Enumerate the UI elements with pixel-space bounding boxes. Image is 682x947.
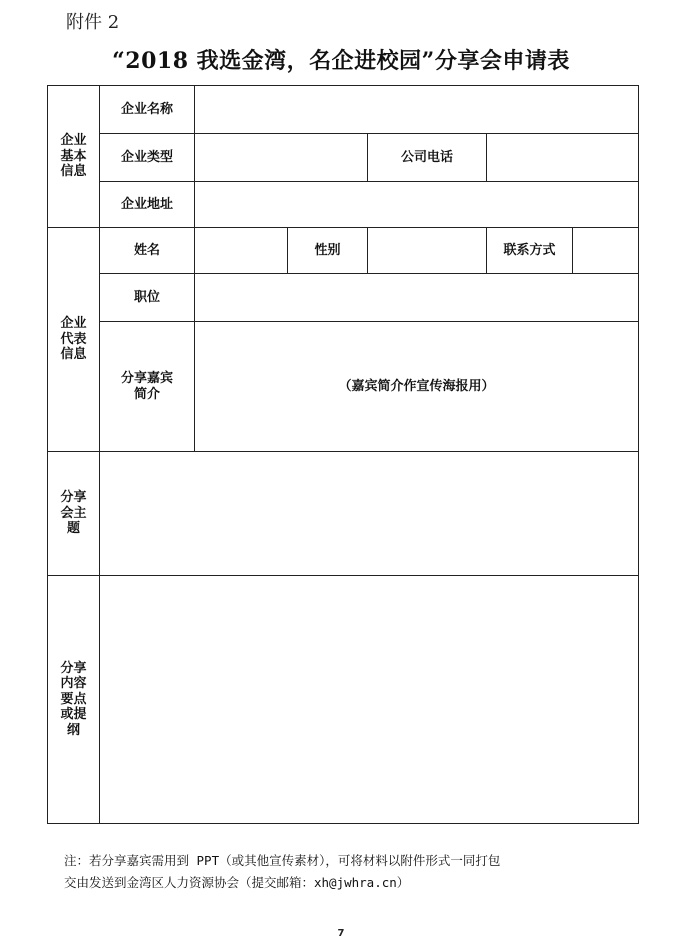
rep-contact-field[interactable] (573, 228, 639, 274)
company-phone-label: 公司电话 (368, 134, 487, 182)
attachment-label: 附件 2 (66, 12, 120, 33)
company-name-label: 企业名称 (100, 86, 195, 134)
application-form-table (47, 85, 639, 824)
rep-name-label: 姓名 (100, 228, 195, 274)
topic-field[interactable] (100, 452, 639, 576)
rep-gender-label: 性别 (288, 228, 368, 274)
rep-position-field[interactable] (195, 274, 639, 322)
rep-gender-field[interactable] (368, 228, 487, 274)
page-title: “2018 我选金湾，名企进校园”分享会申请表 (112, 48, 570, 74)
company-type-label: 企业类型 (100, 134, 195, 182)
rep-section-label: 企业 代表 信息 (48, 228, 100, 452)
company-address-field[interactable] (195, 182, 639, 228)
rep-position-label: 职位 (100, 274, 195, 322)
company-section-label: 企业 基本 信息 (48, 86, 100, 228)
guest-intro-note: （嘉宾简介作宣传海报用） (338, 378, 495, 394)
rep-name-field[interactable] (195, 228, 288, 274)
content-section-label: 分享 内容 要点 或提 纲 (48, 576, 100, 824)
company-address-label: 企业地址 (100, 182, 195, 228)
guest-intro-field[interactable] (195, 322, 639, 452)
company-phone-field[interactable] (487, 134, 639, 182)
topic-section-label: 分享 会主 题 (48, 452, 100, 576)
page-number: 7 (337, 928, 345, 939)
company-name-field[interactable] (195, 86, 639, 134)
footnote: 注：若分享嘉宾需用到 PPT（或其他宣传素材），可将材料以附件形式一同打包 交由发送到金湾区人力资源协会（提交邮箱：xh@jwhra.cn） (64, 853, 501, 890)
guest-intro-label: 分享嘉宾 简介 (100, 322, 195, 452)
company-type-field[interactable] (195, 134, 368, 182)
content-field[interactable] (100, 576, 639, 824)
rep-contact-label: 联系方式 (487, 228, 573, 274)
